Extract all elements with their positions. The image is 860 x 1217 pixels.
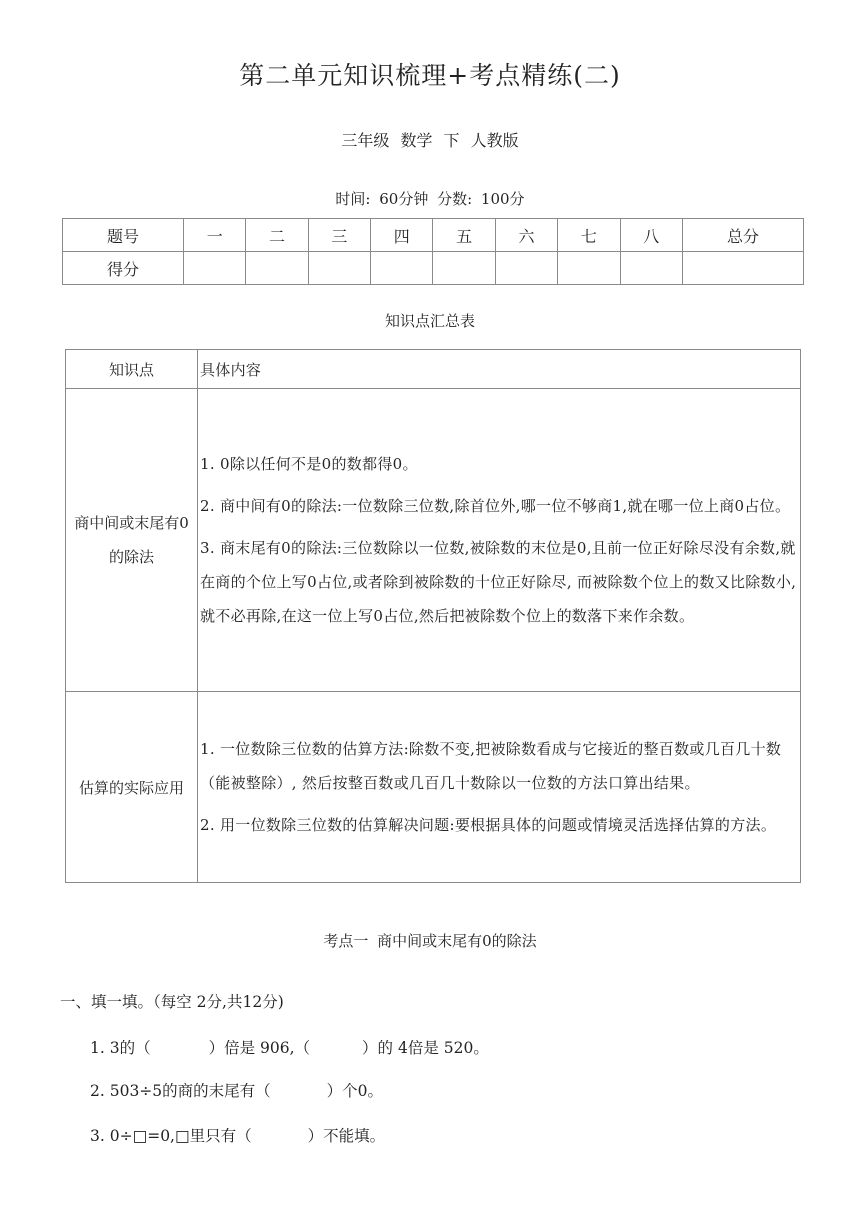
score-header-cell: 八	[620, 219, 682, 252]
content-cell	[198, 692, 801, 883]
page-title: 第二单元知识梳理+考点精练(二)	[239, 61, 621, 90]
score-cell[interactable]	[433, 252, 495, 285]
question-text: ）倍是 906,（	[208, 1039, 311, 1057]
score-header-cell: 六	[495, 219, 557, 252]
part-heading: 一、填一填。（每空 2分,共12分)	[60, 993, 284, 1011]
score-cell[interactable]	[246, 252, 308, 285]
content-item: 2. 商中间有0的除法:一位数除三位数,除首位外,哪一位不够商1,就在哪一位上商0占位。	[200, 497, 791, 515]
question-text: ）的 4倍是 520。	[362, 1039, 489, 1057]
score-cell[interactable]	[371, 252, 433, 285]
question-1	[90, 1036, 489, 1058]
score-cell[interactable]	[308, 252, 370, 285]
time-score-info: 时间: 60分钟 分数: 100分	[335, 190, 525, 208]
score-table-header-row	[63, 219, 804, 252]
topic-cell	[66, 692, 198, 883]
question-text: ）个0。	[326, 1082, 384, 1100]
score-header-cell: 五	[433, 219, 495, 252]
content-item: 3. 商末尾有0的除法:三位数除以一位数,被除数的末位是0,且前一位正好除尽没有余数,就在商的个位上写0占位,或者除到被除数的十位正好除尽, 而被除数个位上的数又比除数小, 就不必再除,在这一位上写0占位,然后把被除数个位上的数落下来作余数。	[200, 539, 797, 625]
question-text: 1. 3的（	[90, 1039, 151, 1057]
score-table-score-row	[63, 252, 804, 285]
question-2	[90, 1079, 383, 1101]
content-item: 2. 用一位数除三位数的估算解决问题:要根据具体的问题或情境灵活选择估算的方法。	[200, 816, 777, 834]
score-header-cell: 二	[246, 219, 308, 252]
topic-cell	[66, 389, 198, 692]
score-table	[62, 218, 804, 285]
content-item: 1. 0除以任何不是0的数都得0。	[200, 455, 418, 473]
content-item: 1. 一位数除三位数的估算方法:除数不变,把被除数看成与它接近的整百数或几百几十数（能被整除）, 然后按整百数或几百几十数除以一位数的方法口算出结果。	[200, 740, 782, 792]
score-cell[interactable]	[620, 252, 682, 285]
score-cell[interactable]	[184, 252, 246, 285]
score-header-cell: 七	[558, 219, 620, 252]
score-cell[interactable]	[558, 252, 620, 285]
score-cell[interactable]	[682, 252, 803, 285]
question-text: ）不能填。	[307, 1127, 386, 1145]
knowledge-header-row	[66, 350, 801, 389]
section-title: 考点一 商中间或末尾有0的除法	[323, 932, 537, 950]
topic-line: 的除法	[108, 548, 154, 566]
score-row-label: 得分	[63, 252, 184, 285]
knowledge-table-title: 知识点汇总表	[384, 312, 475, 330]
question-3	[90, 1124, 385, 1146]
page-subtitle: 三年级 数学 下 人教版	[341, 131, 519, 150]
topic-line: 估算的实际应用	[78, 778, 184, 797]
score-header-cell: 题号	[63, 219, 184, 252]
question-text: 3. 0÷□=0,□里只有（	[90, 1127, 252, 1145]
knowledge-row	[66, 692, 801, 883]
score-cell[interactable]	[495, 252, 557, 285]
score-header-cell: 总分	[682, 219, 803, 252]
score-header-cell: 三	[308, 219, 370, 252]
topic-line: 商中间或末尾有0	[74, 514, 189, 532]
knowledge-row	[66, 389, 801, 692]
knowledge-table	[65, 349, 801, 883]
content-cell	[198, 389, 801, 692]
header-topic: 知识点	[66, 350, 198, 389]
score-header-cell: 一	[184, 219, 246, 252]
score-header-cell: 四	[371, 219, 433, 252]
question-text: 2. 503÷5的商的末尾有（	[90, 1082, 271, 1100]
header-content: 具体内容	[198, 350, 801, 389]
